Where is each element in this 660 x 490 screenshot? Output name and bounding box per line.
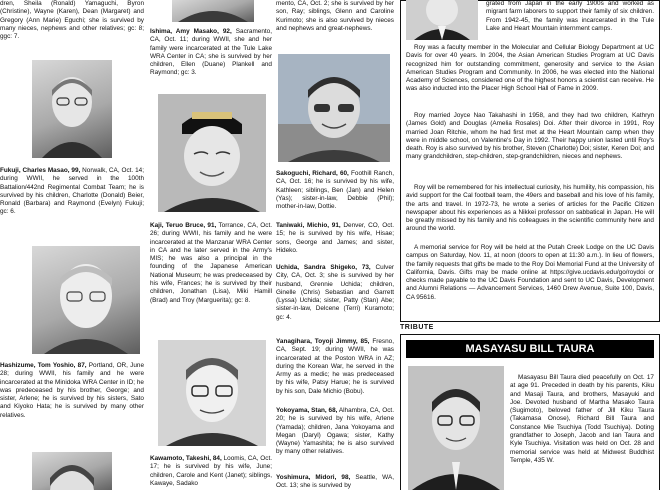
obituary-taniwaki (276, 222, 394, 255)
obituary-text: Portland, OR, June 28; during WWII, his family and he were incarcerated at the Minidoka WRA Center in ID; he was predeceased by his brother, George; and sister, Arlene; he is survived by his sisters, Sato and Kiyoko Hata; he is survived by many other relatives. (0, 362, 144, 419)
obituary-name: Yoshimura, Midori, 98, (276, 474, 351, 481)
obituary-column-1 (0, 0, 144, 490)
portrait-photo-taura (408, 366, 504, 490)
obituary-kawamoto (150, 455, 272, 488)
obituary-uchida (276, 264, 394, 322)
obituary-name: Hashizume, Tom Yoshio, 87, (0, 362, 87, 369)
obituary-text: Norwalk, CA, Oct. 14; during WWII, he served in the 100th Battalion/442nd Regimental Combat Team; he is survived by his children, Charlotte (Donald) Beier, Ronald (Barbara) and Raymond (Evelyn) Fukuji; gc: 6. (0, 167, 144, 216)
obituary-column-3 (276, 0, 394, 490)
obituary-name: Ishima, Amy Masako, 92, (150, 28, 232, 35)
obituary-name: Taniwaki, Michio, 91, (276, 222, 341, 229)
feature-obituary-paragraph: Roy will be remembered for his intellectual curiosity, his humility, his compassion, his avid support for the Cal football team, the 49ers and baseball and his love of his family, the arts and travel. In 1972-73, he wrote a series of articles for the Pacific Citizen newspaper about his experiences as a Nikkei professor on sabbatical in Japan. He will be greatly missed by his family and his colleagues in the scientific community here and around the world. (406, 184, 654, 233)
tribute-label: TRIBUTE (400, 324, 434, 331)
tribute-text: Masayasu Bill Taura died peacefully on Oct. 17 at age 91. Preceded in death by his parents, Kiku and Masaji Taura, and brothers, Masayuki and Joe. Devoted husband of Martha Masako Taura (Sugimoto), beloved father of Jill Kiku Taura (Takamasa Onose), Richard Bill Taura and Constance Mie Tsuchiya (Todd Tsuchiya). Doting grandfather to Joseph, Jacob and Ian Taura and Kyle Tsuchiya. Visitation was held on Oct. 28 and memorial service was held at Midwest Buddhist Temple, 435 W. (510, 374, 654, 464)
obituary-yanagihara (276, 338, 394, 396)
portrait-photo-kawamoto (158, 340, 266, 446)
portrait-photo-next (32, 452, 112, 490)
obituary-name: Fukuji, Charles Masao, 99, (0, 167, 81, 174)
portrait-photo-sakoguchi (278, 54, 390, 162)
obituary-name: Yanagihara, Toyoji Jimmy, 85, (276, 338, 370, 345)
obituary-hashizume (0, 362, 144, 420)
obituary-name: Kawamoto, Takeshi, 84, (150, 455, 222, 462)
portrait-photo-kaji (158, 94, 266, 212)
obituary-kaji (150, 222, 272, 305)
obituary-text: Sacramento, CA, Oct. 11; during WWII, she and her family were incarcerated at the Tule Lake WRA Center in CA; she is survived by her children, Ellen (Duane) Plankell and Raymond; gc: 3. (150, 28, 272, 77)
obituary-text: Fresno, CA, Sept. 19; during WWII, he was incarcerated at the Poston WRA in AZ; during the Korean War, he served in the Army as a medic; he was predeceased by his wife, Patsy Harue; he is survived by his son, Dale Michio (Bobu). (276, 338, 394, 395)
obituary-column-2 (150, 0, 272, 490)
obituary-column-4 (400, 0, 660, 490)
portrait-photo-roy-doi (406, 0, 478, 40)
feature-obituary-paragraph: Roy married Joyce Nao Takahashi in 1958, and they had two children, Kathryn (James Gold) and Douglas (Amelia Rosales) Doi. After their divorce in 1991, Roy married Joan Ritchie, whom he had first met at the Heart Mountain camp when they were in middle school, on Valentine's Day in 1992. Their happy union lasted until Roy's death. Roy is also survived by his brother, Steven (Charlotte) Doi; sister, Keren Doi; and many grandchildren, step-children, step-grandchildren, nieces and nephews. (406, 112, 654, 161)
obituary-yoshimura (276, 474, 394, 490)
obituary-name: Yokoyama, Stan, 68, (276, 407, 338, 414)
obituary-continued-text: mento, CA, Oct. 2; she is survived by her son, Ray; siblings, Glenn and Caroline Kurimoto; she is also survived by nieces and nephews and great-nephews. (276, 0, 394, 32)
obituary-name: Uchida, Sandra Shigeko, 73, (276, 264, 371, 271)
obituary-continued-text: dren, Sheila (Ronald) Yamaguchi, Byron (Christine), Wayne (Karen), Dean (Margaret) and Gregory (Ann Marie) Eguchi; she is survived by many nieces, nephews and other relatives; gc: 8; ggc: 7. (0, 0, 144, 41)
obituary-text: Loomis, CA, Oct. 17; he is survived by his wife, June; children, Carole and Kent (Janet); siblings, Kawaye, Sadako (150, 455, 272, 487)
obituary-text: Denver, CO, Oct. 15; he is survived by his wife, Hisae; sons, George and James; and sister, Hideko. (276, 222, 394, 254)
obituary-name: Sakoguchi, Richard, 60, (276, 170, 349, 177)
portrait-photo-hashizume (32, 246, 140, 354)
portrait-photo-fukuji (32, 60, 112, 158)
obituary-yokoyama (276, 407, 394, 457)
obituary-text: Culver City, CA, Oct. 3; she is survived by her husband, Grennie Uchida; children, Ginelle (Chris) Sebastian and Garrett (Lyssa) Uchida; sister, Patty (Stan) Abe; sister-in-law, Delcene (Terri) Kuramoto; gc: 4. (276, 264, 394, 321)
obituary-ishima (150, 28, 272, 78)
obituary-text: Seattle, WA, Oct. 13; she is survived by (276, 474, 394, 490)
portrait-photo-ishima (172, 0, 254, 22)
obituary-fukuji (0, 167, 144, 217)
obituary-text: Torrance, CA, Oct. 26; during WWII, his family and he were incarcerated at the Manzanar WRA Center in CA and he later served in the Army's MIS; he was also a principal in the founding of the Japanese American National Museum; he was predeceased by his wife, Frances; he is survived by their children, Jonathan (Lisa), Miki Hamill (Brad) and Troy (Marguerita); gc: 8. (150, 222, 272, 304)
obituary-text: Foothill Ranch, CA, Oct. 16; he is survived by his wife, Kathleen; siblings, Ben (Jan) and Helen (Yas); sister-in-law, Debbie (Phil); mother-in-law, Dottie. (276, 170, 394, 211)
obituary-name: Kaji, Teruo Bruce, 91, (150, 222, 217, 229)
obituary-sakoguchi (276, 170, 394, 211)
feature-obituary-top-text: grated from Japan in the early 1900s and worked as migrant farm laborers to support their family of six children. From 1942-45, the family was incarcerated in the Tule Lake and Heart Mountain internment camps. (486, 0, 654, 32)
feature-obituary-paragraph: A memorial service for Roy will be held at the Putah Creek Lodge on the UC Davis campus on Saturday, Nov. 11, at noon (doors to open at 11:30 a.m.). In lieu of flowers, the family requests that gifts be made to the Roy Doi Memorial Fund at the University of California, Davis. Gifts may be made online at https://give.ucdavis.edu/go/roydoi or checks made payable to the UC Davis Foundation and sent to UC Davis, Development and Alumni Relations — Advancement Services, 1460 Drew Avenue, Suite 100, Davis, CA 95616. (406, 244, 654, 301)
tribute-title: MASAYASU BILL TAURA (406, 340, 654, 358)
obituary-text: Alhambra, CA, Oct. 20; he is survived by his wife, Arlene (Yamada); children, Jana Yokoyama and Megan (Daryl) Ogawa; sister, Kathy (Wayne) Yamashita; he is also survived by many other relatives. (276, 407, 394, 456)
feature-obituary-paragraph: Roy was a faculty member in the Molecular and Cellular Biology Department at UC Davis for over 40 years. In 2004, the Asian American Studies Program at UC Davis recognized him for outstanding commitment, generosity and service to the Asian American Studies Program and Community. In 2006, he was elected into the National Academy of Sciences, considered one of the highest honors a scientist can receive. He was also inducted into the Placer High School Hall of Fame in 2009. (406, 44, 654, 93)
